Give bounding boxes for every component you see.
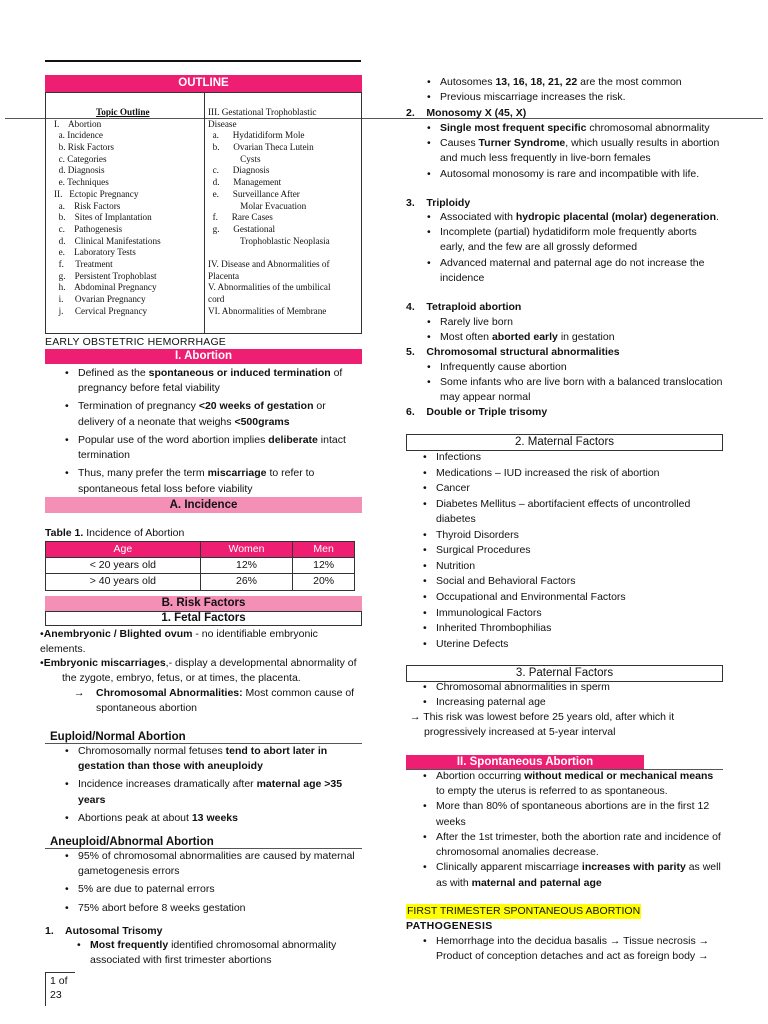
chromosomal-text: Most common cause of spontaneous abortion bbox=[96, 687, 355, 715]
outline-item: Disease bbox=[208, 118, 237, 129]
outline-item: a. Risk Factors bbox=[54, 200, 121, 211]
list-item: • Occupational and Environmental Factors bbox=[420, 590, 723, 605]
list-item: • Inherited Thrombophilias bbox=[420, 621, 723, 636]
outline-item: IV. Disease and Abnormalities of bbox=[208, 258, 330, 269]
outline-item: g. Gestational bbox=[208, 223, 276, 234]
outline-box bbox=[45, 92, 362, 334]
table-header: Men bbox=[293, 542, 355, 558]
outline-item: Molar Evacuation bbox=[208, 200, 307, 211]
list-item: • Advanced maternal and paternal age do not increase the incidence bbox=[424, 256, 724, 286]
outline-item: b. Ovarian Theca Lutein bbox=[208, 142, 314, 153]
list-item: • Infrequently cause abortion bbox=[424, 360, 724, 375]
table-row bbox=[46, 558, 355, 574]
list-item: • Most often aborted early in gestation bbox=[424, 330, 724, 345]
incidence-caption-text: Incidence of Abortion bbox=[83, 527, 185, 539]
outline-item: V. Abnormalities of the umbilical bbox=[208, 282, 331, 293]
outline-divider bbox=[204, 93, 205, 333]
list-item-bold: spontaneous or induced termination bbox=[148, 367, 331, 379]
outline-item: g. Persistent Trophoblast bbox=[54, 270, 157, 281]
outline-item: c. Categories bbox=[54, 153, 107, 164]
list-item-bold: miscarriage bbox=[207, 467, 267, 480]
outline-item: I. Abortion bbox=[54, 118, 102, 129]
list-item: • Increasing paternal age bbox=[420, 695, 723, 710]
outline-item: cord bbox=[208, 294, 225, 304]
list-item-bold: <20 weeks of gestation bbox=[198, 400, 314, 413]
outline-item: d. Diagnosis bbox=[54, 165, 105, 176]
list-item-text: Thus, many prefer the term bbox=[78, 467, 208, 480]
arrow-icon: → bbox=[74, 687, 85, 699]
list-item: • Thyroid Disorders bbox=[420, 528, 723, 543]
list-item: • After the 1st trimester, both the abortion rate and incidence of chromosomal anomalies decrease. bbox=[420, 830, 723, 860]
paternal-factors-title: 3. Paternal Factors bbox=[406, 665, 723, 682]
outline-item: d. Clinical Manifestations bbox=[54, 235, 161, 246]
embryonic-item: •Embryonic miscarriages,- display a developmental abnormality of the zygote, embryo, fetus, or at times, the placenta. bbox=[40, 657, 357, 685]
table-cell: 20% bbox=[293, 574, 355, 590]
list-item: • Incomplete (partial) hydatidiform mole frequently aborts early, and the few are all grossly deformed bbox=[424, 225, 724, 255]
list-item-text: to refer to spontaneous fetal loss before viability bbox=[78, 467, 315, 495]
outline-right-list bbox=[208, 107, 358, 317]
list-item: • Chromosomally normal fetuses tend to abort later in gestation than those with aneuploidy bbox=[62, 744, 362, 774]
chromosomal-item bbox=[74, 686, 362, 716]
euploid-title: Euploid/Normal Abortion bbox=[50, 731, 186, 743]
header-rule bbox=[45, 60, 361, 62]
list-item bbox=[62, 366, 362, 396]
table-cell: 12% bbox=[200, 558, 293, 574]
first-trimester-heading: FIRST TRIMESTER SPONTANEOUS ABORTION bbox=[406, 904, 641, 919]
abortion-list bbox=[62, 366, 362, 500]
maternal-list bbox=[420, 450, 723, 653]
outline-item: VI. Abnormalities of Membrane bbox=[208, 305, 327, 316]
list-item: • Associated with hydropic placental (molar) degeneration. bbox=[424, 210, 724, 225]
pathogenesis-list bbox=[420, 934, 723, 964]
list-item: • Previous miscarriage increases the risk. bbox=[424, 90, 724, 105]
aneuploid-list bbox=[62, 849, 362, 919]
tetraploid-list bbox=[424, 315, 724, 345]
table-row bbox=[46, 574, 355, 590]
list-item bbox=[62, 466, 362, 496]
list-item: • Diabetes Mellitus – abortifacient effects of uncontrolled diabetes bbox=[420, 497, 723, 527]
list-item: • 5% are due to paternal errors bbox=[62, 882, 362, 897]
outline-title: OUTLINE bbox=[45, 75, 362, 92]
outline-item: Cysts bbox=[208, 153, 261, 164]
trisomy-title: 1. Autosomal Trisomy bbox=[45, 925, 163, 937]
list-item: • Surgical Procedures bbox=[420, 543, 723, 558]
list-item: • Hemorrhage into the decidua basalis → Tissue necrosis → Product of conception detaches and act as foreign body → bbox=[420, 934, 723, 964]
list-item: • 95% of chromosomal abnormalities are caused by maternal gametogenesis errors bbox=[62, 849, 362, 879]
outline-item: d. Management bbox=[208, 177, 282, 188]
paternal-arrow-note: → This risk was lowest before 25 years old, after which it progressively increased at 5-year interval bbox=[410, 711, 675, 739]
embryonic-bold: Embryonic miscarriages bbox=[43, 657, 166, 669]
outline-item: c. Diagnosis bbox=[208, 165, 270, 176]
table-cell: < 20 years old bbox=[46, 558, 201, 574]
incidence-header-row bbox=[46, 542, 355, 558]
list-item: • Incidence increases dramatically after maternal age >35 years bbox=[62, 777, 362, 807]
spontaneous-list bbox=[420, 769, 723, 891]
outline-item: e. Techniques bbox=[54, 177, 109, 188]
list-item: • Single most frequent specific chromosomal abnormality bbox=[424, 121, 724, 136]
outline-item: b. Sites of Implantation bbox=[54, 212, 152, 223]
abortion-title: I. Abortion bbox=[45, 349, 362, 364]
list-item: • Autosomal monosomy is rare and incompatible with life. bbox=[424, 167, 724, 182]
outline-item: i. Ovarian Pregnancy bbox=[54, 294, 146, 304]
outline-item: c. Pathogenesis bbox=[54, 223, 123, 234]
structural-title: 5. Chromosomal structural abnormalities bbox=[406, 346, 620, 358]
list-item: • Autosomes 13, 16, 18, 21, 22 are the most common bbox=[424, 75, 724, 90]
section-title: EARLY OBSTETRIC HEMORRHAGE bbox=[45, 336, 227, 348]
embryonic-text: ,- display a developmental abnormality of the zygote, embryo, fetus, or at times, the placenta. bbox=[62, 657, 357, 685]
incidence-title: A. Incidence bbox=[45, 497, 362, 513]
list-item-text: intact termination bbox=[78, 433, 346, 462]
outline-item: III. Gestational Trophoblastic bbox=[208, 107, 317, 117]
outline-item: II. Ectopic Pregnancy bbox=[54, 188, 139, 199]
list-item: • Uterine Defects bbox=[420, 637, 723, 652]
list-item-text: Defined as the bbox=[78, 367, 149, 379]
incidence-caption bbox=[45, 526, 184, 541]
table-header: Women bbox=[200, 542, 293, 558]
list-item: • Cancer bbox=[420, 481, 723, 496]
triploidy-title: 3. Triploidy bbox=[406, 197, 471, 209]
maternal-factors-title: 2. Maternal Factors bbox=[406, 434, 723, 451]
list-item: • Social and Behavioral Factors bbox=[420, 574, 723, 589]
list-item: • Medications – IUD increased the risk of abortion bbox=[420, 466, 723, 481]
outline-item: h. Abdominal Pregnancy bbox=[54, 282, 157, 293]
table-cell: > 40 years old bbox=[46, 574, 201, 590]
outline-left bbox=[54, 107, 202, 317]
anembryonic-item: •Anembryonic / Blighted ovum - no identifiable embryonic elements. bbox=[40, 628, 318, 656]
risk-title: B. Risk Factors bbox=[45, 596, 362, 611]
list-item: • Clinically apparent miscarriage increases with parity as well as with maternal and paternal age bbox=[420, 860, 723, 890]
outline-left-list bbox=[54, 119, 202, 318]
list-item: • Immunological Factors bbox=[420, 606, 723, 621]
page-number: 1 of 23 bbox=[50, 975, 68, 1002]
table-header: Age bbox=[46, 542, 201, 558]
table-cell: 26% bbox=[200, 574, 293, 590]
incidence-caption-bold: Table 1. bbox=[45, 527, 84, 539]
outline-item: e. Laboratory Tests bbox=[54, 247, 136, 258]
trisomy-list bbox=[74, 938, 362, 968]
outline-item: b. Risk Factors bbox=[54, 142, 114, 153]
outline-item bbox=[208, 247, 358, 259]
tetraploid-title: 4. Tetraploid abortion bbox=[406, 301, 522, 313]
spontaneous-title: II. Spontaneous Abortion bbox=[406, 755, 644, 770]
pathogenesis-heading: PATHOGENESIS bbox=[406, 920, 493, 932]
list-item: • Abortions peak at about 13 weeks bbox=[62, 811, 362, 826]
list-item: • 75% abort before 8 weeks gestation bbox=[62, 901, 362, 916]
table-cell: 12% bbox=[293, 558, 355, 574]
outline-item: Placenta bbox=[208, 270, 240, 281]
autosome-list bbox=[424, 75, 724, 105]
outline-item: f. Rare Cases bbox=[208, 212, 273, 223]
list-item-bold: <500grams bbox=[234, 415, 290, 428]
list-item: • Nutrition bbox=[420, 559, 723, 574]
outline-item: e. Surveillance After bbox=[208, 188, 300, 199]
anembryonic-text: - no identifiable embryonic elements. bbox=[40, 628, 318, 656]
list-item-text: or delivery of a neonate that weighs bbox=[78, 400, 326, 428]
outline-right bbox=[208, 107, 358, 317]
list-item-text: of pregnancy before fetal viability bbox=[78, 367, 343, 395]
monosomy-list bbox=[424, 121, 724, 182]
list-item: • More than 80% of spontaneous abortions are in the first 12 weeks bbox=[420, 799, 723, 829]
list-item: • Most frequently identified chromosomal abnormality associated with first trimester abortions bbox=[74, 938, 362, 968]
list-item: • Infections bbox=[420, 450, 723, 465]
chromosomal-bold: Chromosomal Abnormalities: bbox=[96, 687, 243, 699]
list-item: • Abortion occurring without medical or mechanical means to empty the uterus is referred to as spontaneous. bbox=[420, 769, 723, 799]
list-item: • Chromosomal abnormalities in sperm bbox=[420, 680, 723, 695]
incidence-table bbox=[45, 541, 355, 591]
structural-list bbox=[424, 360, 724, 406]
anembryonic-bold: Anembryonic / Blighted ovum bbox=[43, 628, 193, 640]
fetal-factors-title: 1. Fetal Factors bbox=[45, 611, 362, 626]
list-item-bold: deliberate bbox=[268, 433, 318, 446]
outline-left-header: Topic Outline bbox=[96, 107, 150, 117]
paternal-list bbox=[420, 680, 723, 710]
triploidy-list bbox=[424, 210, 724, 286]
euploid-list bbox=[62, 744, 362, 826]
list-item: • Rarely live born bbox=[424, 315, 724, 330]
list-item: • Causes Turner Syndrome, which usually results in abortion and much less frequently in live-born females bbox=[424, 136, 724, 166]
outline-item: j. Cervical Pregnancy bbox=[54, 305, 148, 316]
list-item: • Some infants who are live born with a balanced translocation may appear normal bbox=[424, 375, 724, 405]
outline-item: Trophoblastic Neoplasia bbox=[208, 235, 330, 246]
aneuploid-title: Aneuploid/Abnormal Abortion bbox=[50, 836, 214, 848]
monosomy-title: 2. Monosomy X (45, X) bbox=[406, 107, 527, 119]
list-item-text: Popular use of the word abortion implies bbox=[78, 433, 269, 446]
list-item bbox=[62, 399, 362, 429]
list-item bbox=[62, 433, 362, 463]
outline-item: f. Treatment bbox=[54, 258, 113, 269]
double-trisomy-title: 6. Double or Triple trisomy bbox=[406, 406, 548, 418]
list-item-text: Termination of pregnancy bbox=[78, 400, 199, 413]
outline-item: a. Hydatidiform Mole bbox=[208, 130, 305, 141]
outline-item: a. Incidence bbox=[54, 130, 103, 141]
